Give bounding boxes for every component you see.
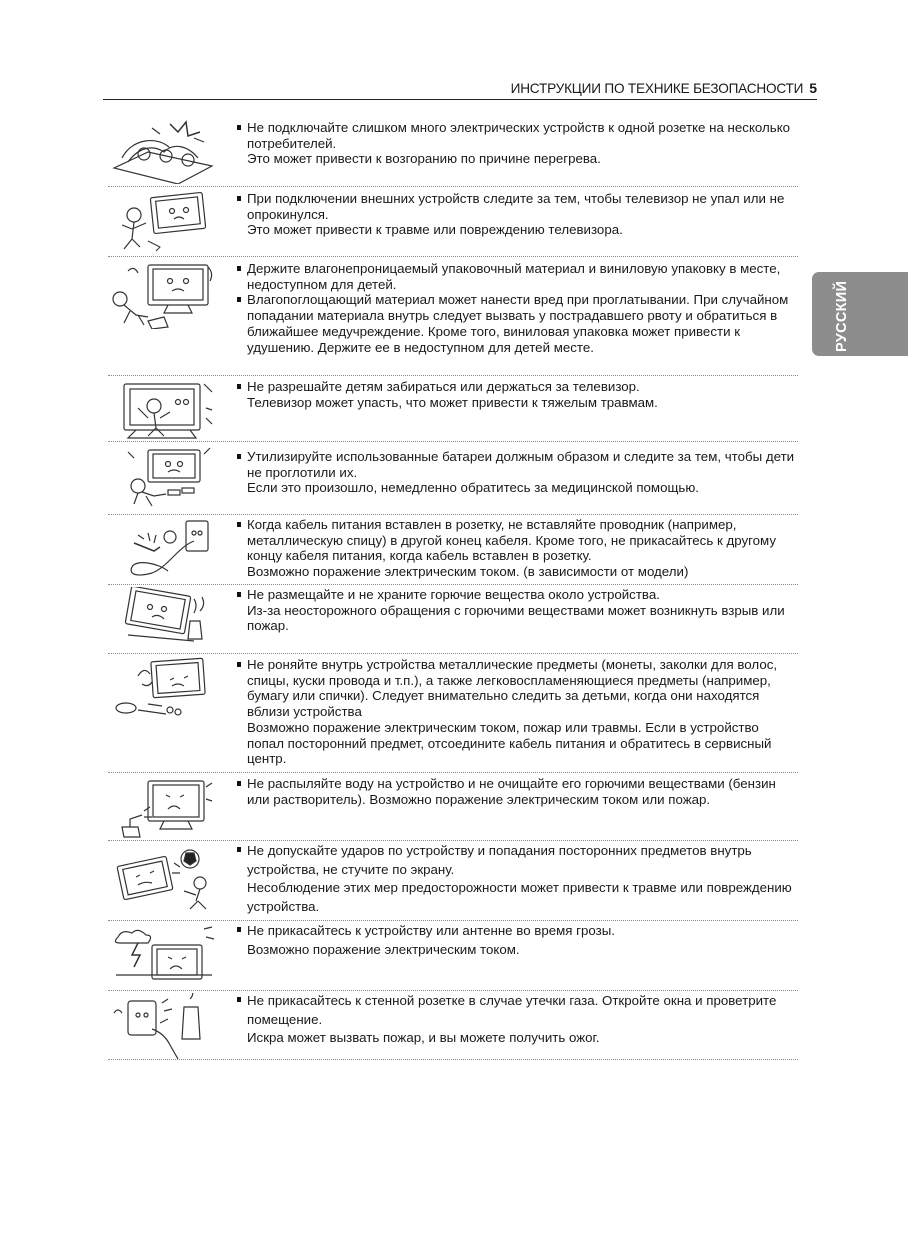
page-number: 5	[809, 80, 817, 96]
warning-text: Утилизируйте использованные батареи должным образом и следите за тем, чтобы дети не проглотили их.	[237, 449, 798, 480]
warning-text: Не допускайте ударов по устройству и попадания посторонних предметов внутрь устройства, не стучите по экрану.	[237, 842, 798, 879]
consequence-text: Если это произошло, немедленно обратитесь за медицинской помощью.	[247, 480, 699, 496]
warning-text: Не размещайте и не храните горючие вещества около устройства.	[237, 587, 798, 603]
warning-text: Не распыляйте воду на устройство и не очищайте его горючими веществами (бензин или растворитель). Возможно поражение электрическим током или пожар.	[237, 776, 798, 807]
warning-text: Не прикасайтесь к устройству или антенне во время грозы.	[237, 922, 798, 941]
safety-item	[108, 116, 798, 187]
safety-item	[108, 376, 798, 442]
warning-text: Не разрешайте детям забираться или держаться за телевизор.	[237, 379, 798, 395]
section-title: ИНСТРУКЦИИ ПО ТЕХНИКЕ БЕЗОПАСНОСТИ	[510, 81, 804, 96]
consequence-text: Искра может вызвать пожар, и вы можете получить ожог.	[247, 1030, 600, 1045]
child-with-batteries-icon	[108, 444, 218, 510]
consequence-text: Несоблюдение этих мер предосторожности может привести к травме или повреждению устройства.	[247, 880, 792, 914]
page-header	[103, 80, 817, 100]
metal-objects-into-tv-icon	[108, 656, 218, 726]
warning-text: Влагопоглощающий материал может нанести вред при проглатывании. При случайном попадании материала внутрь следует вызвать у пострадавшего рвоту и обратиться в ближайшее медучреждение. Кроме того, виниловая упаковка может привести к удушению. Держите ее в недоступном для детей месте.	[237, 292, 798, 355]
water-spray-on-tv-icon	[108, 775, 218, 839]
child-with-packaging-icon	[108, 259, 218, 329]
warning-text: Когда кабель питания вставлен в розетку, не вставляйте проводник (например, металлическую спицу) в другой конец кабеля. Кроме того, не прикасайтесь к другому концу кабеля питания, когда кабель вставлен в розетку.	[237, 517, 798, 564]
consequence-text: Возможно поражение электрическим током.	[247, 941, 520, 957]
consequence-text: Возможно поражение электрическим током, пожар или травмы. Если в устройство попал посторонний предмет, отсоедините кабель питания и обратитесь в сервисный центр.	[247, 719, 772, 767]
consequence-text: Возможно поражение электрическим током. (в зависимости от модели)	[247, 564, 689, 580]
consequence-text: Это может привести к возгоранию по причине перегрева.	[247, 151, 601, 167]
power-cable-metal-icon	[108, 517, 218, 583]
warning-text: Не роняйте внутрь устройства металлические предметы (монеты, заколки для волос, спицы, куски провода и т.п.), а также легковоспламеняющиеся предметы (например, бумагу или спички). Следует внимательно следить за детьми, когда они находятся вблизи устройства	[237, 657, 798, 720]
consequence-text: Из-за неосторожного обращения с горючими веществами может возникнуть взрыв или пожар.	[247, 602, 785, 634]
safety-item	[108, 442, 798, 515]
tv-tipping-child-icon	[108, 189, 218, 253]
warning-text: Держите влагонепроницаемый упаковочный материал и виниловую упаковку в месте, недоступном для детей.	[237, 261, 798, 292]
safety-item	[108, 841, 798, 921]
safety-item	[108, 991, 798, 1060]
language-tab-label: РУССКИЙ	[834, 280, 850, 352]
safety-item	[108, 257, 798, 376]
safety-item	[108, 921, 798, 991]
consequence-text: Телевизор может упасть, что может привести к тяжелым травмам.	[247, 394, 658, 410]
flammable-near-tv-icon	[108, 587, 218, 651]
safety-item	[108, 654, 798, 773]
overloaded-outlet-icon	[108, 118, 218, 184]
safety-item	[108, 515, 798, 585]
child-climbing-tv-icon	[108, 378, 218, 440]
gas-leak-outlet-icon	[108, 993, 218, 1059]
language-tab	[812, 272, 908, 356]
warning-text: Не подключайте слишком много электрических устройств к одной розетке на несколько потребителей.	[237, 120, 798, 151]
safety-item	[108, 585, 798, 654]
warning-text: Не прикасайтесь к стенной розетке в случае утечки газа. Откройте окна и проветрите помещение.	[237, 992, 798, 1029]
ball-hitting-tv-icon	[108, 843, 218, 913]
warning-text: При подключении внешних устройств следите за тем, чтобы телевизор не упал или не опрокинулся.	[237, 191, 798, 222]
safety-item	[108, 187, 798, 257]
lightning-storm-icon	[108, 923, 218, 987]
safety-item	[108, 773, 798, 841]
consequence-text: Это может привести к травме или повреждению телевизора.	[247, 222, 623, 238]
